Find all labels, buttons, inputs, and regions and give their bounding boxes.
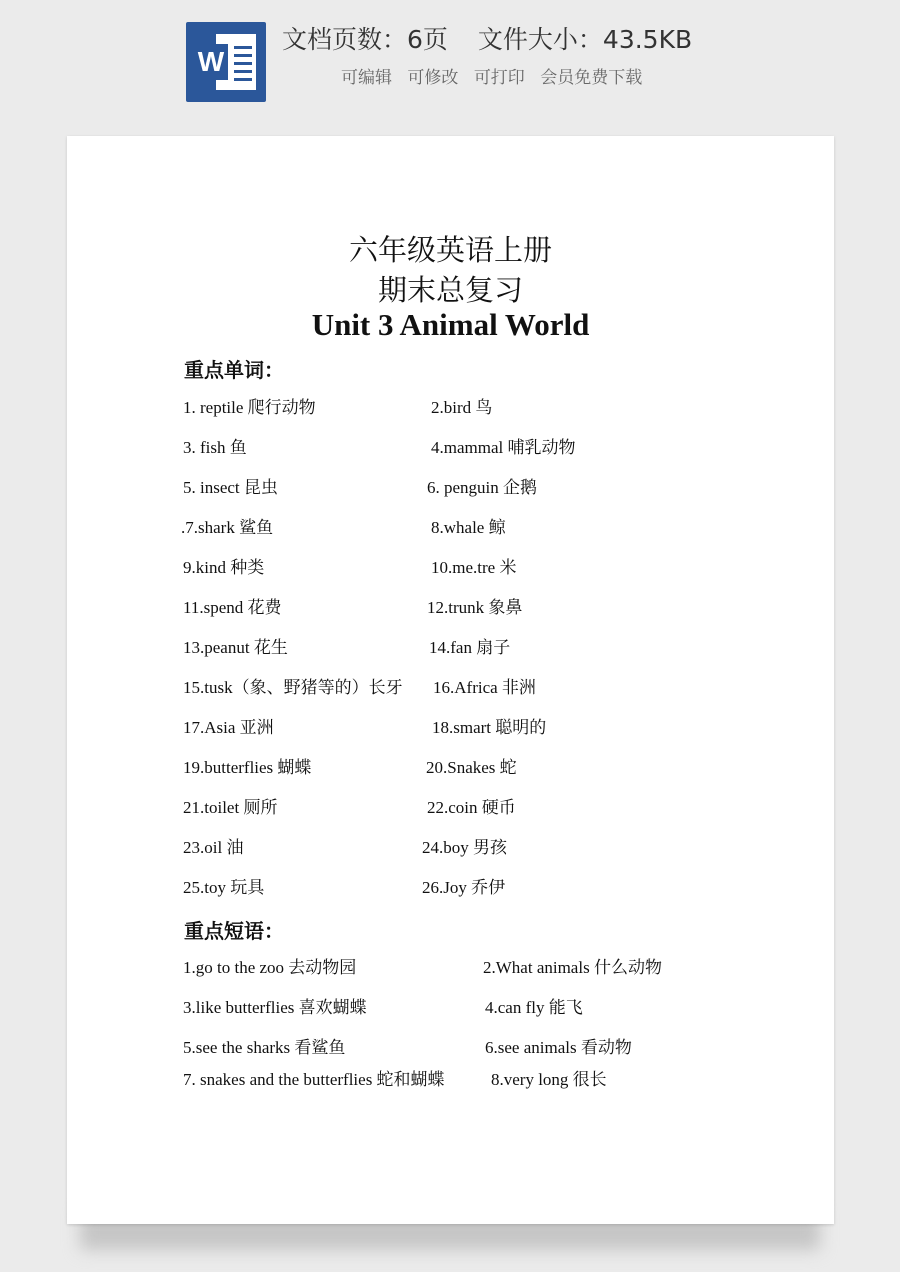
unit-title: Unit 3 Animal World [311,307,590,342]
vocab-item: 12.trunk 象鼻 [427,598,523,617]
vocab-item: 26.Joy 乔伊 [422,878,506,897]
vocab-item: 8.whale 鲸 [431,518,506,537]
phrase-item: 7. snakes and the butterflies 蛇和蝴蝶 [183,1070,445,1089]
phrase-item: 6.see animals 看动物 [485,1038,632,1057]
feature-printable: 可打印 [473,68,525,88]
document-meta [282,20,692,60]
phrase-row [67,1036,834,1060]
feature-modifiable: 可修改 [407,68,459,88]
vocab-item: 19.butterflies 蝴蝶 [183,758,312,777]
vocab-item: 23.oil 油 [183,838,244,857]
vocab-item: 18.smart 聪明的 [432,718,547,737]
vocab-item: 22.coin 硬币 [427,798,516,817]
vocab-row [67,516,834,540]
vocab-item: 1. reptile 爬行动物 [183,398,316,417]
phrase-item: 8.very long 很长 [491,1070,607,1089]
vocab-item: 11.spend 花费 [183,598,282,617]
phrase-item: 4.can fly 能飞 [485,998,583,1017]
vocab-item: .7.shark 鲨鱼 [181,518,274,537]
vocab-item: 6. penguin 企鹅 [427,478,538,497]
title-line-2: 期末总复习 [377,273,523,307]
vocab-item: 4.mammal 哺乳动物 [431,438,576,457]
phrase-item: 5.see the sharks 看鲨鱼 [183,1038,346,1057]
title-line-1: 六年级英语上册 [348,233,552,267]
file-size-label: 文件大小：43.5KB [477,25,693,54]
vocab-item: 15.tusk（象、野猪等的）长牙 [183,678,403,697]
phrase-row [67,956,834,980]
vocab-item: 10.me.tre 米 [431,558,517,577]
phrase-item: 3.like butterflies 喜欢蝴蝶 [183,998,367,1017]
vocab-row [67,796,834,820]
phrase-item: 2.What animals 什么动物 [483,958,662,977]
vocab-row [67,836,834,860]
vocab-row [67,636,834,660]
vocab-item: 3. fish 鱼 [183,438,247,457]
vocab-item: 20.Snakes 蛇 [426,758,517,777]
vocab-item: 5. insect 昆虫 [183,478,278,497]
phrases-heading: 重点短语： [184,919,284,943]
vocab-item: 14.fan 扇子 [429,638,511,657]
word-document-icon [186,22,266,102]
vocab-item: 2.bird 鸟 [431,398,493,417]
vocab-row [67,596,834,620]
phrase-item: 1.go to the zoo 去动物园 [183,958,357,977]
vocab-heading: 重点单词： [184,358,284,382]
page-count-label: 文档页数：6页 [282,25,448,54]
vocab-row [67,396,834,420]
feature-list [341,64,652,92]
vocab-item: 21.toilet 厕所 [183,798,278,817]
feature-free-download: 会员免费下载 [540,68,643,88]
vocab-row [67,756,834,780]
vocab-row [67,716,834,740]
vocab-item: 17.Asia 亚洲 [183,718,274,737]
phrase-row [67,996,834,1020]
vocab-row [67,556,834,580]
vocab-row [67,876,834,900]
document-info-header [0,0,900,130]
phrase-row [67,1068,834,1092]
vocab-item: 16.Africa 非洲 [433,678,536,697]
feature-editable: 可编辑 [341,68,392,88]
word-logo-letter: W [194,44,228,80]
vocab-row [67,476,834,500]
document-page [67,136,834,1224]
vocab-item: 9.kind 种类 [183,558,265,577]
vocab-row [67,436,834,460]
vocab-row [67,676,834,700]
vocab-item: 24.boy 男孩 [422,838,507,857]
vocab-item: 25.toy 玩具 [183,878,265,897]
vocab-item: 13.peanut 花生 [183,638,288,657]
